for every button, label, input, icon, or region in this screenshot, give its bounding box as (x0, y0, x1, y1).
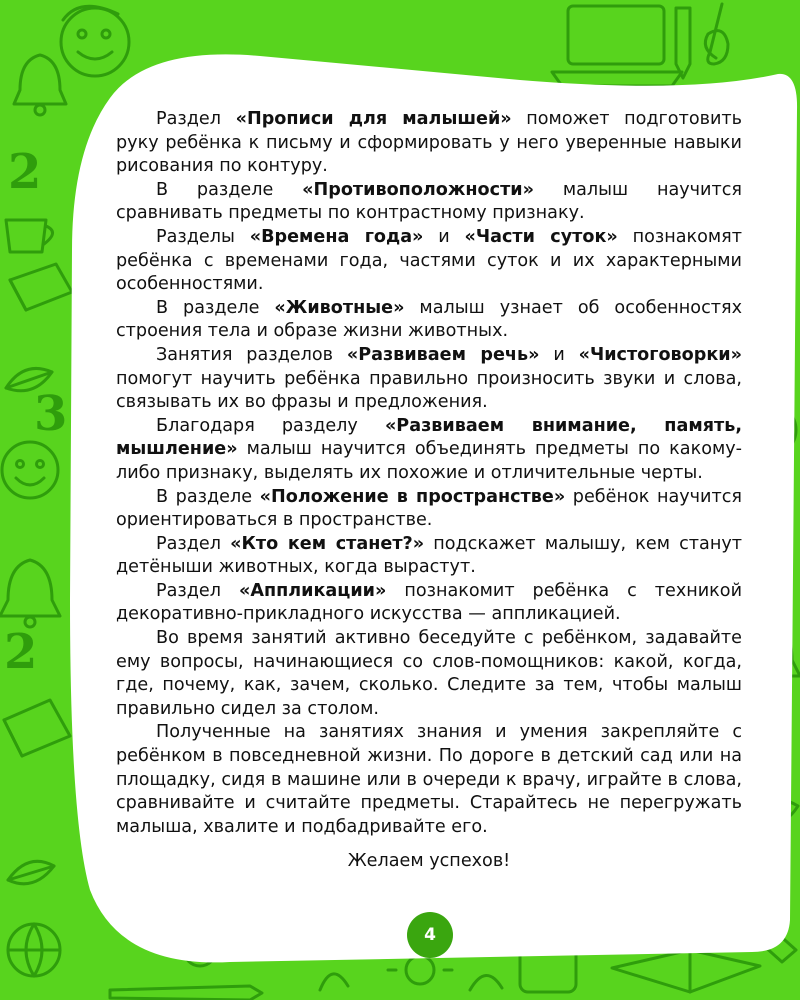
text-run: В разделе (156, 297, 275, 318)
text-run: Раздел (156, 533, 231, 554)
text-paragraph (116, 297, 742, 344)
section-title: «Развиваем речь» (346, 344, 540, 365)
text-run: малыш научится сравнивать предметы по контрастному признаку. (116, 179, 742, 224)
text-run: малыш научится объединять предметы по какому-либо признаку, выделять их похожие и отличительные черты. (116, 439, 742, 483)
text-paragraph (116, 179, 742, 226)
section-title: «Прописи для малышей» (235, 109, 512, 129)
page-number: 4 (424, 925, 436, 945)
section-title: «Времена года» (249, 226, 424, 247)
text-run: познакомит ребёнка с техникой декоративно-прикладного искусства — аппликацией. (116, 580, 743, 625)
text-run: помогут научить ребёнка правильно произносить звуки и слова, связывать их во фразы и предложения. (116, 368, 742, 413)
section-title: «Чистоговорки» (578, 344, 742, 365)
decor-digit: 3 (34, 386, 68, 442)
text-paragraph (116, 533, 742, 580)
section-title: «Кто кем станет?» (230, 533, 425, 554)
decor-digit: 2 (4, 624, 38, 680)
text-paragraph (116, 721, 742, 839)
text-run: Во время занятий активно беседуйте с ребёнком, задавайте ему вопросы, начинающиеся со слов-помощников: какой, когда, где, почему, как, зачем, сколько. Следите за тем, чтобы малыш правильно сидел за столом. (116, 628, 742, 719)
text-run: поможет подготовить руку ребёнка к письму и сформировать у него уверенные навыки рисования по контуру. (116, 109, 743, 177)
page-number-badge (407, 912, 453, 958)
section-title: «Развиваем внимание, память, мышление» (116, 415, 742, 460)
text-run: малыш узнает об особенностях строения тела и образе жизни животных. (116, 297, 742, 342)
text-run: Раздел (156, 580, 239, 601)
text-run: Занятия разделов (156, 344, 347, 365)
text-run: Полученные на занятиях знания и умения закрепляйте с ребёнком в повседневной жизни. По дороге в детский сад или на площадку, сидя в машине или в очереди к врачу, играйте в слова, сравнивайте и считайте предметы. Старайтесь не перегружать малыша, хвалите и подбадривайте его. (116, 722, 742, 837)
text-run: В разделе (156, 486, 260, 507)
text-paragraph (116, 580, 742, 627)
text-run: и (423, 226, 465, 247)
section-title: «Аппликации» (238, 580, 387, 601)
section-title: «Противоположности» (302, 179, 534, 200)
section-title: «Части суток» (464, 226, 618, 247)
text-paragraph (116, 627, 742, 721)
text-run: Разделы (156, 226, 250, 247)
text-paragraph (116, 226, 742, 297)
text-run: В разделе (156, 179, 303, 200)
text-paragraph (116, 108, 742, 179)
page-text (116, 108, 742, 874)
text-paragraph (116, 415, 742, 486)
text-run: познакомят ребёнка с временами года, частями суток и их характерными особенностями. (116, 226, 743, 295)
text-run: подскажет малышу, кем станут детёныши животных, когда вырастут. (116, 533, 742, 578)
text-run: и (539, 344, 579, 365)
closing-wish: Желаем успехов! (347, 851, 511, 872)
decor-digit: 2 (8, 144, 42, 200)
text-paragraph (116, 486, 742, 533)
text-run: Раздел (156, 109, 236, 129)
text-run: Благодаря разделу (156, 415, 385, 436)
text-paragraph (116, 344, 742, 415)
section-title: «Положение в пространстве» (259, 486, 566, 507)
text-run: ребёнок научится ориентироваться в пространстве. (116, 486, 742, 531)
section-title: «Животные» (274, 297, 405, 318)
